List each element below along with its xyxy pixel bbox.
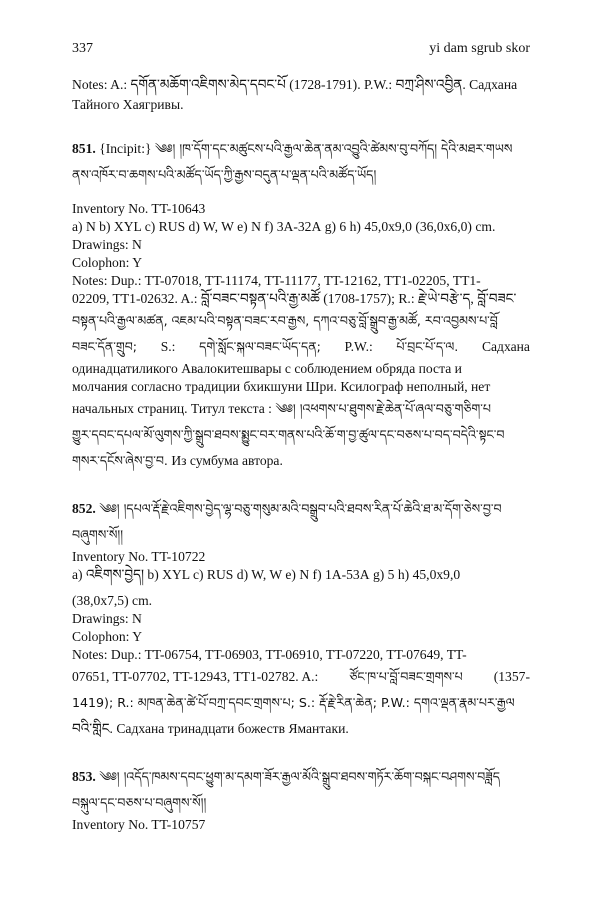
inventory-number: Inventory No. TT-10722 xyxy=(72,549,206,564)
physical-params: a) N b) XYL c) RUS d) W, W e) N f) 3А-32А g) 6 h) 45,0x9,0 (36,0x6,0) cm. xyxy=(72,219,496,234)
physical-params-1 xyxy=(72,566,530,584)
entry-852-title-line-2: བཞུགས་སོ།། xyxy=(72,527,123,542)
entry-852 xyxy=(72,496,530,742)
physical-params-text: a) འཇིགས་བྱེད། b) XYL c) RUS d) W, W e) N f) 1А-53А g) 5 h) 45,0x9,0 xyxy=(72,567,461,582)
tibetan-title-start: ༄༅། །འཕགས་པ་ཐུགས་རྗེ་ཆེན་པོ་ཞལ་བཅུ་གཅིག་པ xyxy=(275,401,491,416)
notes-line-3 xyxy=(72,308,530,334)
entry-851-title-line-2: ནས་འཁོར་བ་ཆགས་པའི་མཚོད་ཡོད་ཀྱི་རྒྱས་བདུན་པ་ལྡན་པའི་མཚོད་ཡོད། xyxy=(72,167,377,182)
russian-description-2: молчания согласно традиции бхикшуни Шри. Ксилограф неполный, нет xyxy=(72,379,491,394)
catalog-page xyxy=(72,40,530,834)
title-label: начальных страниц. Титул текста : xyxy=(72,401,272,416)
inventory-number: Inventory No. TT-10643 xyxy=(72,201,206,216)
notes-line-4 xyxy=(72,334,530,360)
tibetan-title-line-2: གྱུར་དབང་དཔལ་མོ་ལུགས་ཀྱི་སྒྲུབ་ཐབས་སྨྱུང་བར་གནས་པའི་ཆོ་ག་བྱ་ཚུལ་དང་བཅས་པ་བད་བདེའི་སྟང་བ xyxy=(72,427,505,442)
notes-line-1: Notes: Dup.: TT-06754, TT-06903, TT-06910, TT-07220, TT-07649, TT- xyxy=(72,647,467,662)
tibetan-incipit: ༄༅། །ཁ་དོག་དང་མཚུངས་པའི་རྒྱལ་ཆེན་ནམ་འབྱུའི་ཚེམས་བུ་བཀོད། དེའི་མཐར་གཡས xyxy=(154,141,513,156)
notes-2-c: (1357- xyxy=(493,669,530,684)
notes-line-3 xyxy=(72,690,530,716)
drawings: Drawings: N xyxy=(72,611,142,626)
colophon: Colophon: Y xyxy=(72,629,143,644)
notes-4-b: S.: xyxy=(160,339,176,354)
entry-851 xyxy=(72,136,530,474)
notes-4-text: བའི་གླིང. Садхана тринадцати божеств Ямантаки. xyxy=(72,721,349,736)
drawings: Drawings: N xyxy=(72,237,142,252)
entry-number: 851. xyxy=(72,141,96,156)
notes-2-a: 07651, TT-07702, TT-12943, TT1-02782. A.: xyxy=(72,669,319,684)
intro-notes-line-1: Notes: A.: དགོན་མཆོག་འཇིགས་མེད་དབང་པོ (1728-1791). P.W.: བཀྲ་ཤིས་འབྱིན. Садхана xyxy=(72,77,518,92)
russian-description-1: одинадцатиликого Авалокитешвары с соблюдением обряда поста и xyxy=(72,361,462,376)
notes-4-a: བཟང་དོན་གྲུབ; xyxy=(72,339,138,354)
inventory-number: Inventory No. TT-10757 xyxy=(72,817,206,832)
running-title: yi dam sgrub skor xyxy=(429,41,530,56)
notes-line-2 xyxy=(72,290,530,308)
source-note: Из сумбума автора. xyxy=(171,453,283,468)
notes-line-2 xyxy=(72,664,530,690)
entry-853-title-line-2: བསྐུལ་དང་བཅས་པ་བཞུགས་སོ།། xyxy=(72,795,207,810)
entry-852-title-line-1 xyxy=(72,496,530,522)
tibetan-title: ༄༅། །འདོད་ཁམས་དབང་ཕྱུག་མ་དམག་ཟོར་རྒྱལ་མོའི་སྒྲུབ་ཐབས་གཏོར་ཆོག་བསྐང་བཤགས་བཟློད xyxy=(99,769,501,784)
tibetan-title-line-3 xyxy=(72,448,530,474)
entry-number: 853. xyxy=(72,769,96,784)
page-header xyxy=(72,40,530,62)
entry-number: 852. xyxy=(72,501,96,516)
entry-853-title-line-1 xyxy=(72,764,530,790)
intro-notes-line-2: Тайного Хаягривы. xyxy=(72,97,184,112)
notes-2-b: ཙོང་ཁ་པ་བློ་བཟང་གྲགས་པ xyxy=(349,669,463,684)
russian-description-3 xyxy=(72,396,530,422)
notes-4-f: Садхана xyxy=(481,339,530,354)
colophon: Colophon: Y xyxy=(72,255,143,270)
notes-3-text: 1419); R.: མཁན་ཆེན་ཚེ་པོ་བཀྲ་དབང་གྲགས་པ; S.: རྡོ་རྗེ་རིན་ཆེན; P.W.: དགའ་ལྡན་རྣམ་པར་རྒྱལ xyxy=(72,695,515,710)
tibetan-title: ༄༅། །དཔལ་རྡོ་རྗེ་འཇིགས་བྱེད་ལྷ་བཅུ་གསུམ་མའི་བསྒྲུབ་པའི་ཐབས་རིན་པོ་ཆེའི་ཐ་མ་དོག་ཅེས་བྱ་བ xyxy=(99,501,502,516)
notes-4-c: དགེ་སློང་སྐལ་བཟང་ཡོད་དན; xyxy=(199,339,321,354)
notes-line-1: Notes: Dup.: TT-07018, TT-11174, TT-11177, TT-12162, TT1-02205, TT1- xyxy=(72,273,481,288)
entry-851-title-line-1 xyxy=(72,136,530,162)
notes-line-4 xyxy=(72,716,530,742)
notes-line-3-text: བསྟན་པའི་རྒྱལ་མཚན, འཇམ་པའི་བསྟན་བཟང་རབ་རྒྱས, དཀའ་བཅུ་བློ་སྒྲུབ་རྒྱ་མཚོ, རབ་འབྱམས་པ་བློ xyxy=(72,313,498,328)
notes-4-d: P.W.: xyxy=(344,339,373,354)
notes-4-e: པོ་བྲང་པོ་ད་ལ. xyxy=(396,339,459,354)
entry-853 xyxy=(72,764,530,834)
tibetan-title-end: གསར་དངོས་ཞེས་བྱ་བ. xyxy=(72,453,168,468)
notes-line-2-text: 02209, TT1-02632. A.: བློ་བཟང་བསྟན་པའི་རྒྱ་མཚོ (1708-1757); R.: རྗེ་ཡེ་བརྩེ་ད, བློ་བཟང་ xyxy=(72,291,517,306)
incipit-label: {Incipit:} xyxy=(99,141,152,156)
page-number: 337 xyxy=(72,41,93,56)
physical-params-2: (38,0x7,5) cm. xyxy=(72,593,153,608)
